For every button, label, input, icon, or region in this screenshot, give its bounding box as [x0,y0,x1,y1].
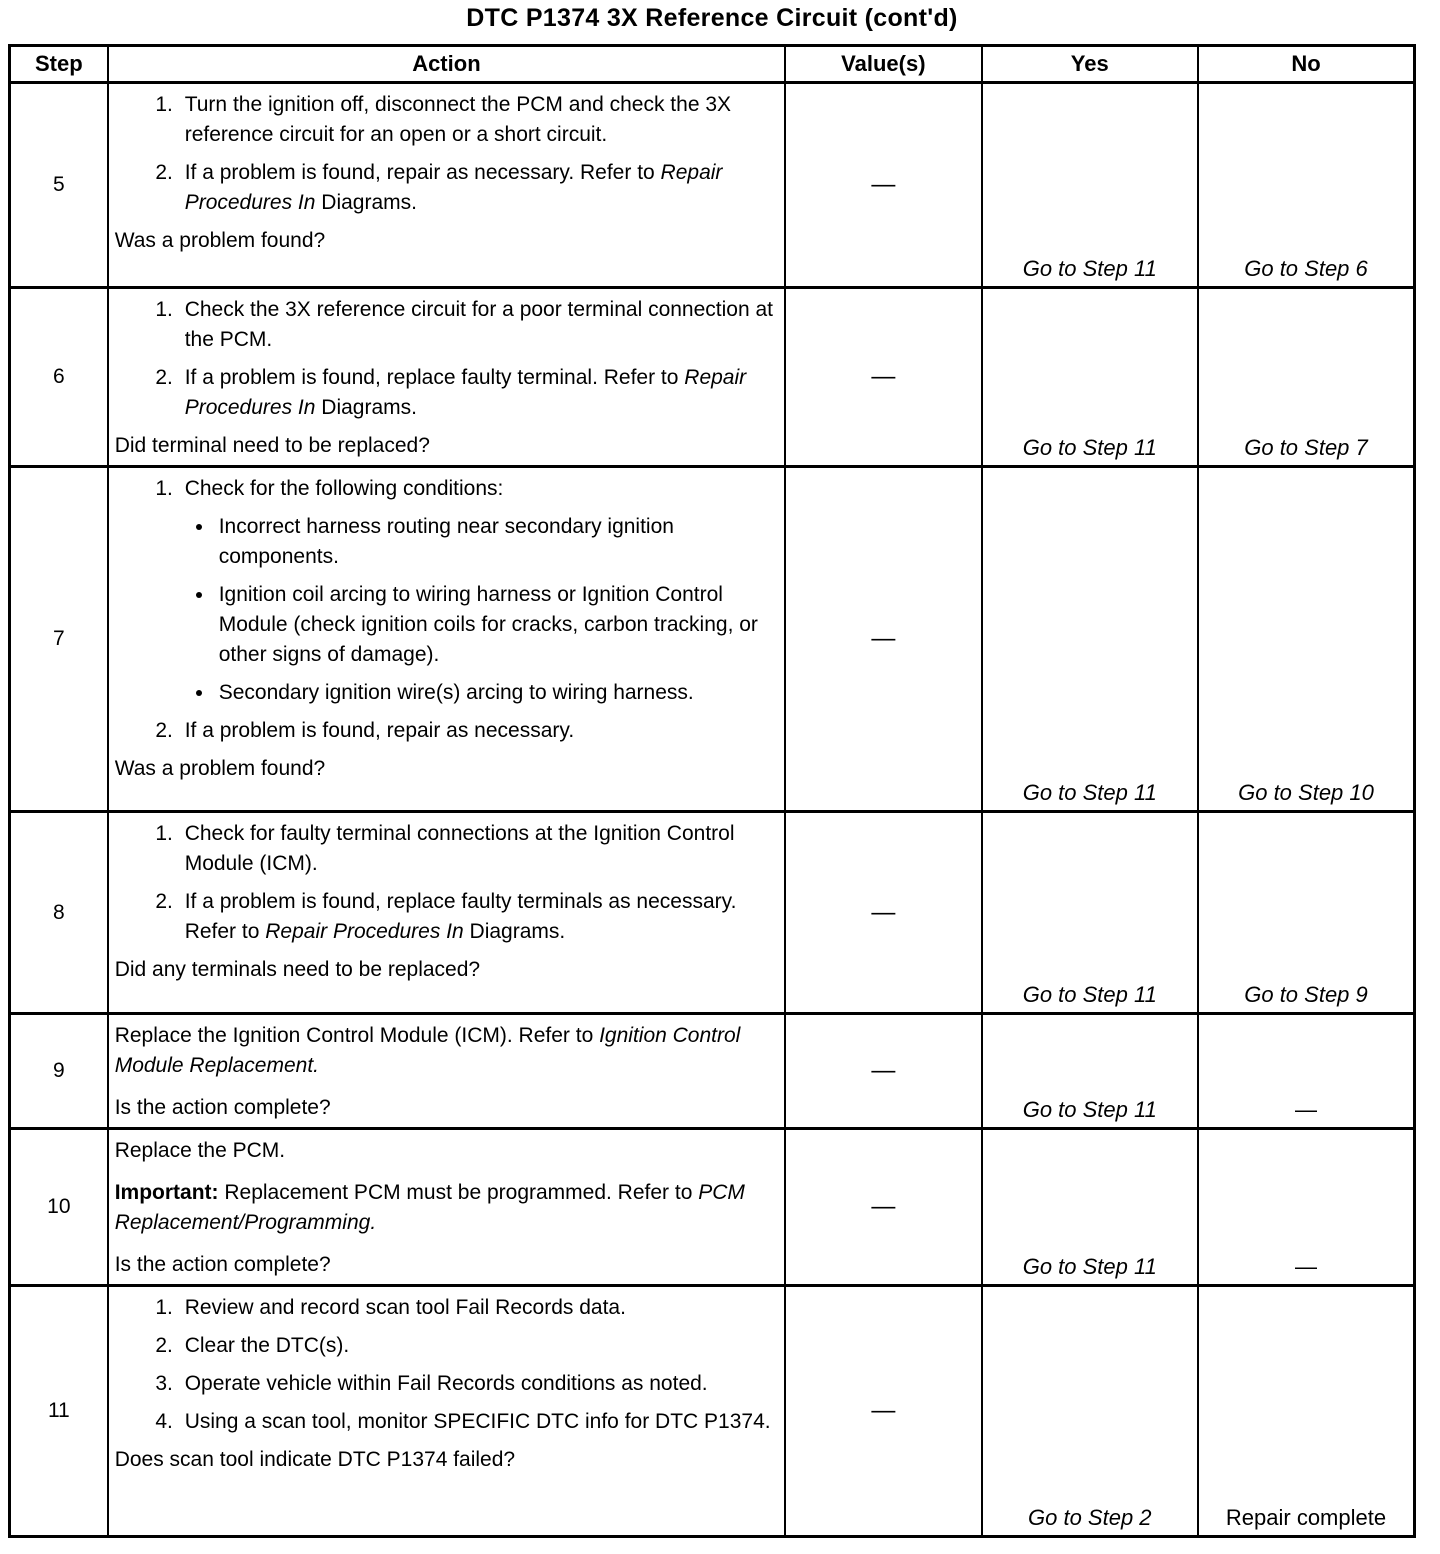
header-yes: Yes [982,46,1198,83]
action-text: Replace the Ignition Control Module (ICM). Refer to Ignition Control Module Replacement. [114,1024,741,1077]
table-row-step-7 [10,467,1415,812]
value-cell: — [785,812,981,1014]
action-steps [115,474,778,754]
action-question: Did terminal need to be replaced? [114,434,430,457]
action-cell [108,83,785,288]
value-cell: — [785,83,981,288]
table-row-step-6 [10,288,1415,467]
action-step-2: 2. Clear the DTC(s). [179,1331,778,1361]
icm-replacement-ref[interactable]: Ignition Control Module Replacement. [114,1024,741,1077]
no-value: — [1198,1129,1415,1286]
header-values: Value(s) [785,46,981,83]
action-step-1: 1. Review and record scan tool Fail Records data. [179,1293,778,1323]
action-question: Is the action complete? [114,1253,331,1276]
important-note: Important: Replacement PCM must be programmed. Refer to PCM Replacement/Programming. [114,1181,745,1234]
no-link[interactable]: Go to Step 7 [1198,288,1415,467]
header-step: Step [10,46,108,83]
action-cell [108,467,785,812]
action-text: Replace the PCM. [114,1139,286,1162]
action-cell [108,288,785,467]
action-step-2: 2. If a problem is found, repair as necessary. [179,716,778,746]
table-row-step-11 [10,1286,1415,1537]
action-question: Is the action complete? [114,1096,331,1119]
table-row-step-8 [10,812,1415,1014]
important-label: Important: [114,1181,219,1204]
action-step-1: 1. Turn the ignition off, disconnect the PCM and check the 3X reference circuit for an open or a short circuit. [179,90,778,150]
repair-complete-text: Repair complete [1198,1286,1415,1537]
table-row-step-9 [10,1014,1415,1129]
action-step-4: 4. Using a scan tool, monitor SPECIFIC DTC info for DTC P1374. [179,1407,778,1437]
value-cell: — [785,1286,981,1537]
step-number: 9 [10,1014,108,1129]
condition-item: • Secondary ignition wire(s) arcing to wiring harness. [215,678,778,708]
step-number: 6 [10,288,108,467]
step-number: 5 [10,83,108,288]
yes-link[interactable]: Go to Step 11 [982,1014,1198,1129]
action-question: Was a problem found? [114,229,326,252]
repair-procedures-ref[interactable]: Repair Procedures In [184,161,723,214]
no-value: — [1198,1014,1415,1129]
yes-link[interactable]: Go to Step 11 [982,288,1198,467]
table-row-step-5 [10,83,1415,288]
repair-procedures-ref[interactable]: Repair Procedures In [184,366,747,419]
step-number: 8 [10,812,108,1014]
no-link[interactable]: Go to Step 9 [1198,812,1415,1014]
header-row [10,46,1415,83]
table-row-step-10 [10,1129,1415,1286]
action-steps [115,90,778,226]
step-number: 11 [10,1286,108,1537]
yes-link[interactable]: Go to Step 2 [982,1286,1198,1537]
condition-list [185,512,778,708]
no-link[interactable]: Go to Step 10 [1198,467,1415,812]
action-cell [108,812,785,1014]
yes-link[interactable]: Go to Step 11 [982,467,1198,812]
value-cell: — [785,288,981,467]
pcm-replacement-ref[interactable]: PCM Replacement/Programming. [114,1181,745,1234]
no-link[interactable]: Go to Step 6 [1198,83,1415,288]
page-title: DTC P1374 3X Reference Circuit (cont'd) [466,4,958,32]
action-step-1: 1. Check for faulty terminal connections at the Ignition Control Module (ICM). [179,819,778,879]
action-step-1: 1. Check the 3X reference circuit for a poor terminal connection at the PCM. [179,295,778,355]
action-step-3: 3. Operate vehicle within Fail Records conditions as noted. [179,1369,778,1399]
action-cell [108,1014,785,1129]
action-steps [115,295,778,431]
action-cell [108,1286,785,1537]
condition-item: • Incorrect harness routing near secondary ignition components. [215,512,778,572]
condition-item: • Ignition coil arcing to wiring harness or Ignition Control Module (check ignition coils for cracks, carbon tracking, or other signs of damage). [215,580,778,670]
step-number: 10 [10,1129,108,1286]
repair-procedures-ref[interactable]: Repair Procedures In [265,920,464,943]
action-steps [115,819,778,955]
step-number: 7 [10,467,108,812]
yes-link[interactable]: Go to Step 11 [982,1129,1198,1286]
action-cell [108,1129,785,1286]
yes-link[interactable]: Go to Step 11 [982,83,1198,288]
action-question: Does scan tool indicate DTC P1374 failed? [114,1448,516,1471]
yes-link[interactable]: Go to Step 11 [982,812,1198,1014]
action-step-1: 1. Check for the following conditions: • Incorrect harness routing near secondary ignition components. • Ignition coil arcing to wiring harness or Ignition Control Module (check ignition coils for cracks, carbon tracking, or other signs of damage). • Secondary ignition wire(s) arcing to wiring harness. [179,474,778,708]
action-steps [115,1293,778,1445]
action-question: Was a problem found? [114,757,326,780]
action-step-2: 2. If a problem is found, repair as necessary. Refer to Repair Procedures In Diagrams. [179,158,778,218]
header-action: Action [108,46,785,83]
value-cell: — [785,1129,981,1286]
value-cell: — [785,1014,981,1129]
value-cell: — [785,467,981,812]
action-step-2: 2. If a problem is found, replace faulty terminals as necessary. Refer to Repair Procedures In Diagrams. [179,887,778,947]
action-question: Did any terminals need to be replaced? [114,958,481,981]
action-step-2: 2. If a problem is found, replace faulty terminal. Refer to Repair Procedures In Diagrams. [179,363,778,423]
diagnostic-table [8,44,1416,1538]
header-no: No [1198,46,1415,83]
